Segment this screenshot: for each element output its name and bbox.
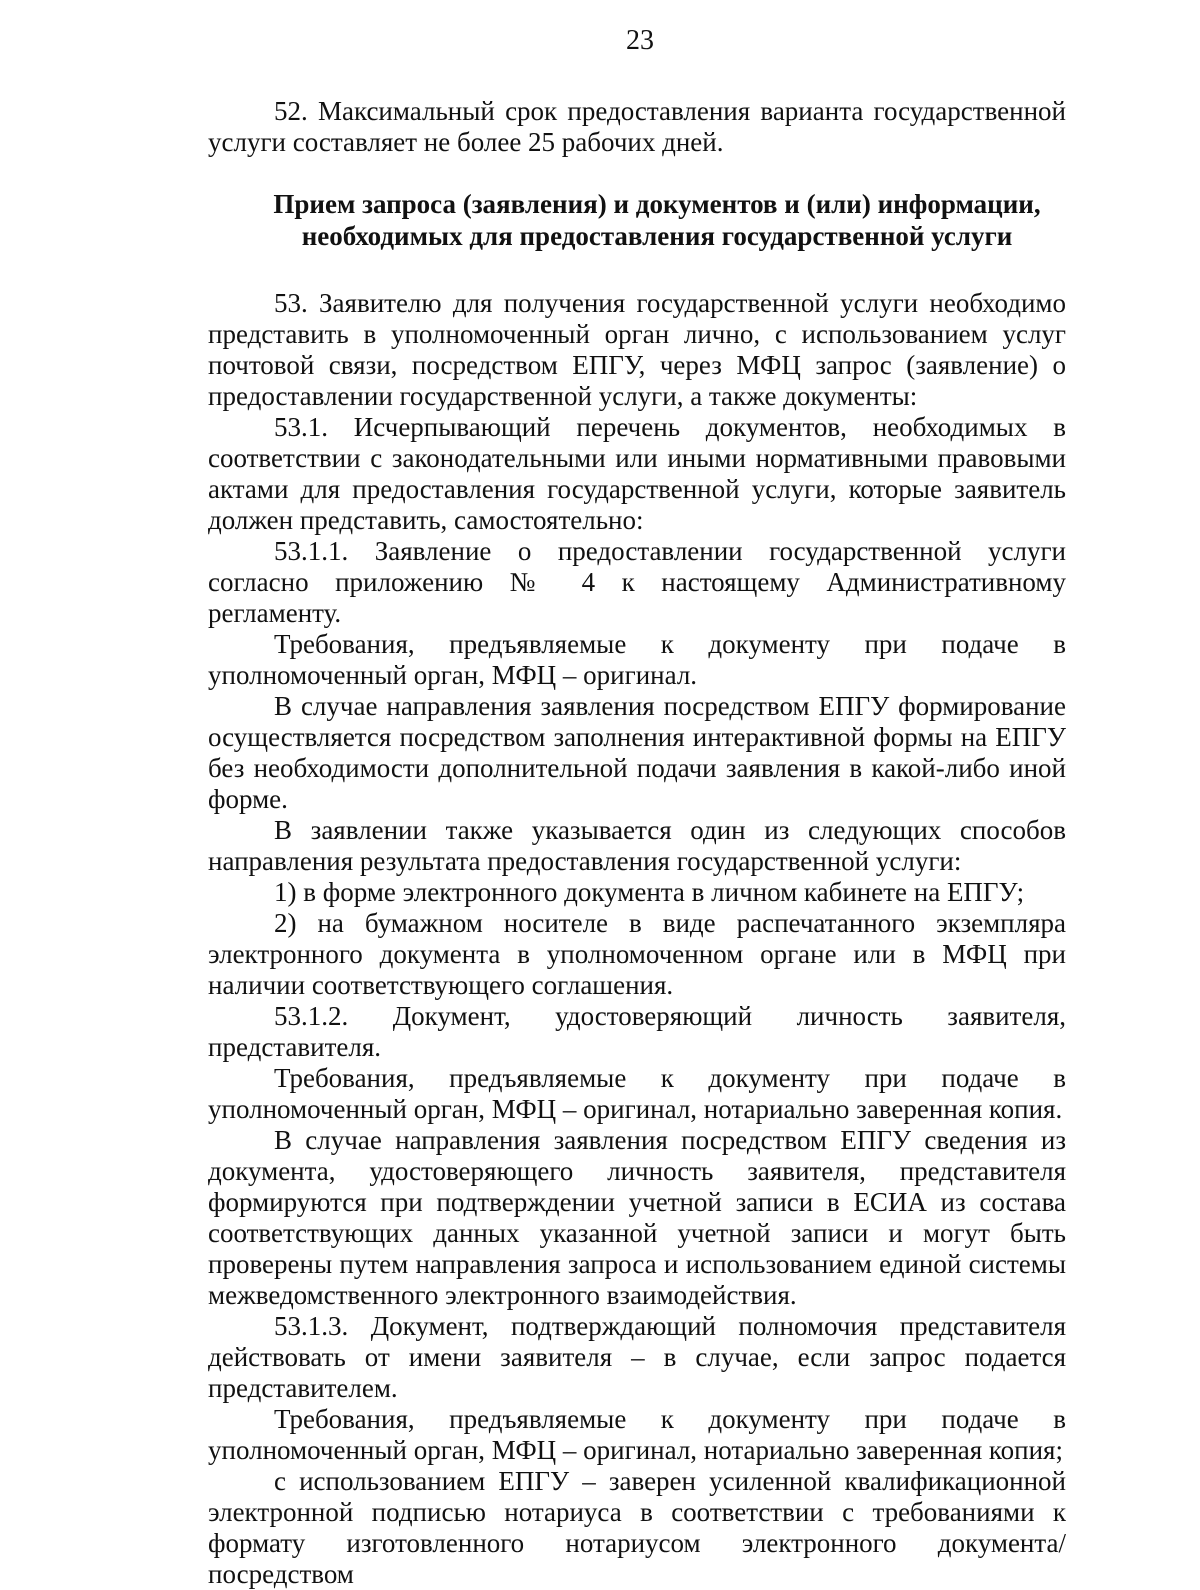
paragraph-requirements-3: Требования, предъявляемые к документу при подаче в уполномоченный орган, МФЦ – оригинал, нотариально заверенная копия; [208,1404,1066,1465]
paragraph-requirements-1: Требования, предъявляемые к документу при подаче в уполномоченный орган, МФЦ – оригинал. [208,629,1066,690]
paragraph-52: 52. Максимальный срок предоставления варианта государственной услуги составляет не более 25 рабочих дней. [208,96,1066,157]
paragraph-53-1-1: 53.1.1. Заявление о предоставлении государственной услуги согласно приложению № 4 к настоящему Административному регламенту. [208,536,1066,628]
document-body [208,96,1066,1590]
paragraph-epgu-signature: с использованием ЕПГУ – заверен усиленной квалификационной электронной подписью нотариуса в соответствии с требованиями к формату изготовленного нотариусом электронного документа/посредством [208,1466,1066,1589]
list-item-1: 1) в форме электронного документа в личном кабинете на ЕПГУ; [274,877,1025,907]
page-number: 23 [626,25,654,56]
paragraph-53: 53. Заявителю для получения государственной услуги необходимо представить в уполномоченный орган лично, с использованием услуг почтовой связи, посредством ЕПГУ, через МФЦ запрос (заявление) о предоставлении государственной услуги, а также документы: [208,288,1066,411]
section-heading [208,188,1066,252]
paragraph-epgu-form: В случае направления заявления посредством ЕПГУ формирование осуществляется посредством заполнения интерактивной формы на ЕПГУ без необходимости дополнительной подачи заявления в какой-либо иной форме. [208,691,1066,814]
section-heading-line-2: необходимых для предоставления государственной услуги [301,221,1013,251]
section-heading-line-1: Прием запроса (заявления) и документов и (или) информации, [273,189,1041,219]
paragraph-53-1-2: 53.1.2. Документ, удостоверяющий личность заявителя, представителя. [208,1001,1066,1062]
paragraph-esia: В случае направления заявления посредством ЕПГУ сведения из документа, удостоверяющего личность заявителя, представителя формируются при подтверждении учетной записи в ЕСИА из состава соответствующих данных указанной учетной записи и могут быть проверены путем направления запроса и использованием единой системы межведомственного электронного взаимодействия. [208,1125,1066,1310]
paragraph-result-methods: В заявлении также указывается один из следующих способов направления результата предоставления государственной услуги: [208,815,1066,876]
paragraph-53-1: 53.1. Исчерпывающий перечень документов, необходимых в соответствии с законодательными или иными нормативными правовыми актами для предоставления государственной услуги, которые заявитель должен представить, самостоятельно: [208,412,1066,535]
list-item-2: 2) на бумажном носителе в виде распечатанного экземпляра электронного документа в уполномоченном органе или в МФЦ при наличии соответствующего соглашения. [208,908,1066,1000]
paragraph-requirements-2: Требования, предъявляемые к документу при подаче в уполномоченный орган, МФЦ – оригинал, нотариально заверенная копия. [208,1063,1066,1124]
paragraph-53-1-3: 53.1.3. Документ, подтверждающий полномочия представителя действовать от имени заявителя – в случае, если запрос подается представителем. [208,1311,1066,1403]
